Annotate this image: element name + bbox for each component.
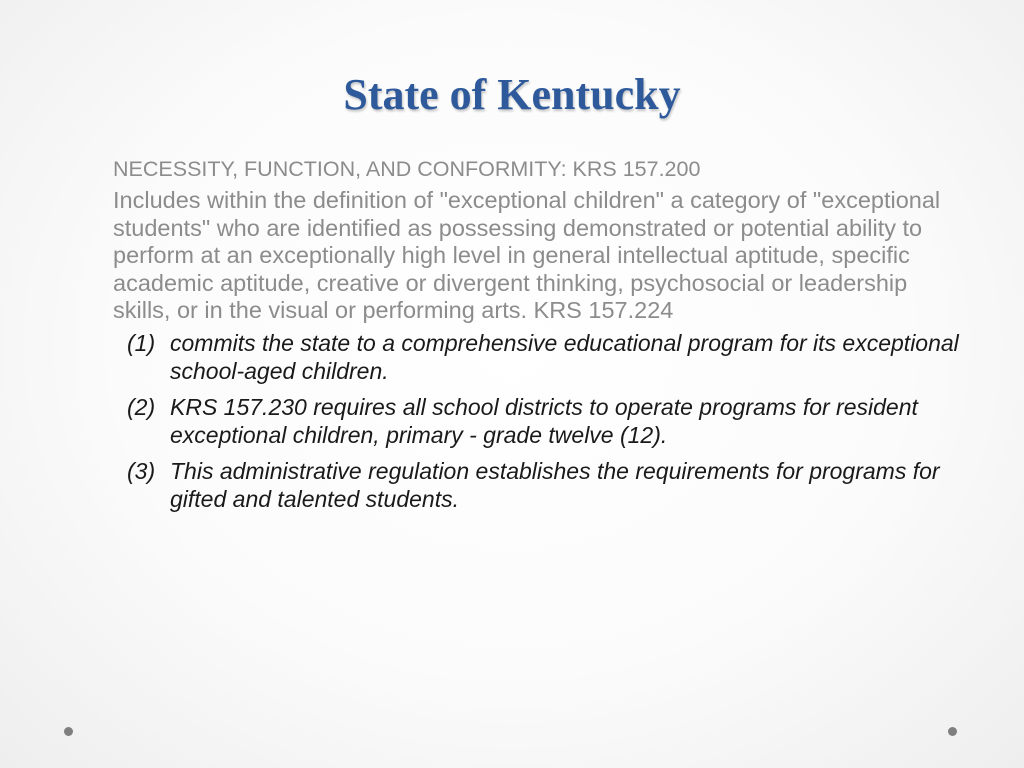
definition-paragraph: Includes within the definition of "exceptional children" a category of "exceptional students" who are identified as possessing demonstrated or potential ability to perform at an exceptionally high level in general intellectual aptitude, specific academic aptitude, creative or divergent thinking, psychosocial or leadership skills, or in the visual or performing arts. KRS 157.224 [113, 187, 941, 323]
list-item [127, 329, 973, 385]
slide-title: State of Kentucky [343, 70, 681, 119]
list-item [127, 457, 973, 513]
list-item-text: commits the state to a comprehensive educational program for its exceptional school-aged children. [170, 329, 959, 384]
slide-content [113, 155, 973, 521]
provision-list [113, 329, 973, 513]
list-item-number: (1) [127, 329, 156, 356]
list-item-number: (3) [127, 457, 156, 484]
corner-dot-right-icon [948, 727, 957, 736]
list-item-text: KRS 157.230 requires all school districts to operate programs for resident exceptional children, primary - grade twelve (12). [170, 393, 918, 448]
section-heading: NECESSITY, FUNCTION, AND CONFORMITY: KRS 157.200 [113, 157, 701, 181]
list-item-number: (2) [127, 393, 156, 420]
corner-dot-left-icon [64, 727, 73, 736]
list-item [127, 393, 973, 449]
list-item-text: This administrative regulation establishes the requirements for programs for gifted and talented students. [170, 457, 940, 512]
